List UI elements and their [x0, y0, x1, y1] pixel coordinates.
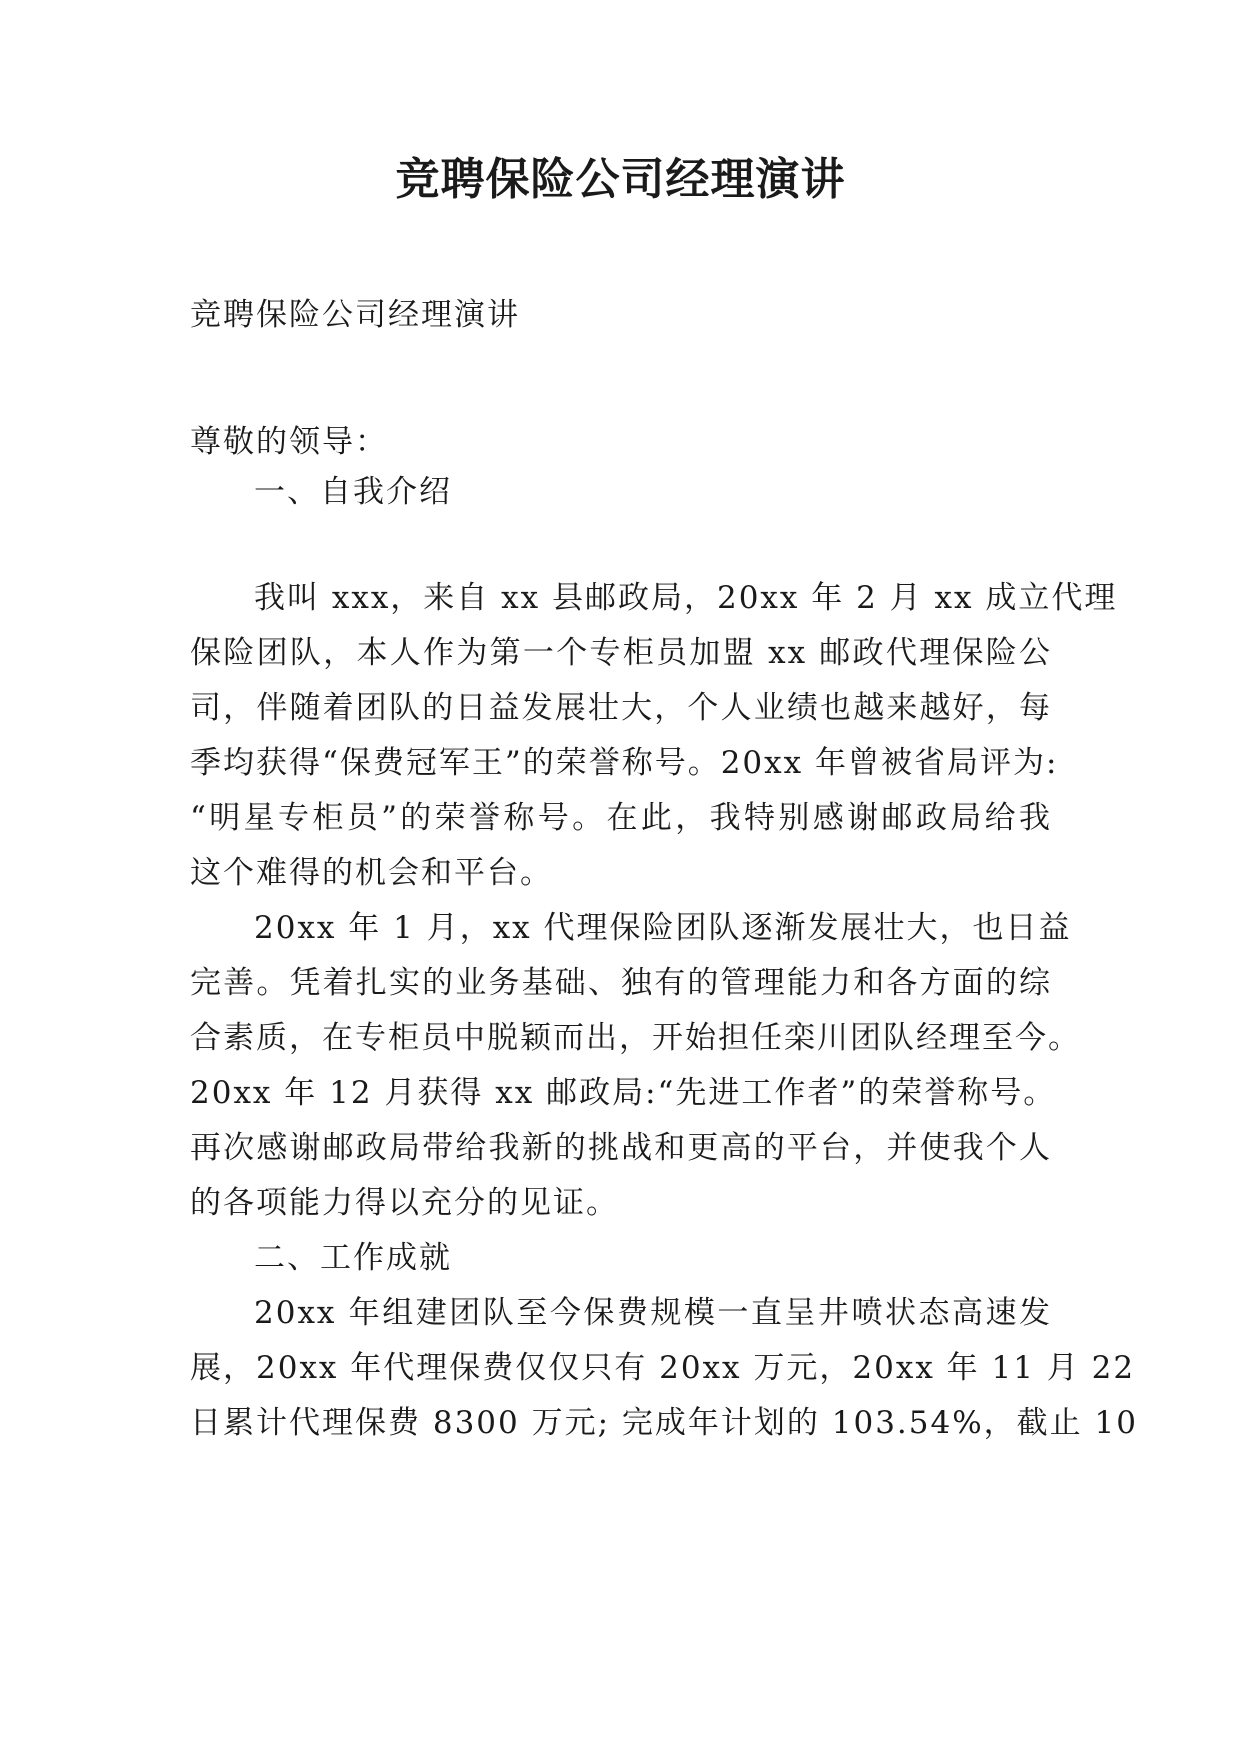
paragraph-line: 合素质，在专柜员中脱颖而出，开始担任栾川团队经理至今。 — [190, 1020, 1081, 1056]
paragraph-line: 日累计代理保费 8300 万元; 完成年计划的 103.54%，截止 10 — [190, 1405, 1138, 1441]
paragraph-line: 的各项能力得以充分的见证。 — [190, 1185, 619, 1221]
paragraph-line: 展，20xx 年代理保费仅仅只有 20xx 万元，20xx 年 11 月 22 — [190, 1350, 1136, 1386]
paragraph-line: 20xx 年 12 月获得 xx 邮政局:“先进工作者”的荣誉称号。 — [190, 1075, 1057, 1111]
document-subtitle: 竞聘保险公司经理演讲 — [190, 297, 520, 333]
section-heading-achievements: 二、工作成就 — [254, 1240, 452, 1276]
paragraph-line: 保险团队，本人作为第一个专柜员加盟 xx 邮政代理保险公 — [190, 635, 1052, 671]
salutation: 尊敬的领导： — [190, 424, 388, 460]
document-title: 竞聘保险公司经理演讲 — [395, 154, 846, 205]
paragraph-line: 季均获得“保费冠军王”的荣誉称号。20xx 年曾被省局评为: — [190, 745, 1059, 781]
paragraph-line: 完善。凭着扎实的业务基础、独有的管理能力和各方面的综 — [190, 965, 1052, 1001]
paragraph-line: 再次感谢邮政局带给我新的挑战和更高的平台，并使我个人 — [190, 1130, 1052, 1166]
paragraph-line: 这个难得的机会和平台。 — [190, 855, 553, 891]
section-heading-self-intro: 一、自我介绍 — [254, 474, 452, 510]
paragraph-line: 司，伴随着团队的日益发展壮大，个人业绩也越来越好，每 — [190, 690, 1052, 726]
paragraph-line: “明星专柜员”的荣誉称号。在此，我特别感谢邮政局给我 — [190, 800, 1052, 836]
paragraph-line: 20xx 年组建团队至今保费规模一直呈井喷状态高速发 — [254, 1295, 1052, 1331]
paragraph-line: 我叫 xxx，来自 xx 县邮政局，20xx 年 2 月 xx 成立代理 — [254, 580, 1118, 616]
paragraph-line: 20xx 年 1 月，xx 代理保险团队逐渐发展壮大，也日益 — [254, 910, 1072, 946]
